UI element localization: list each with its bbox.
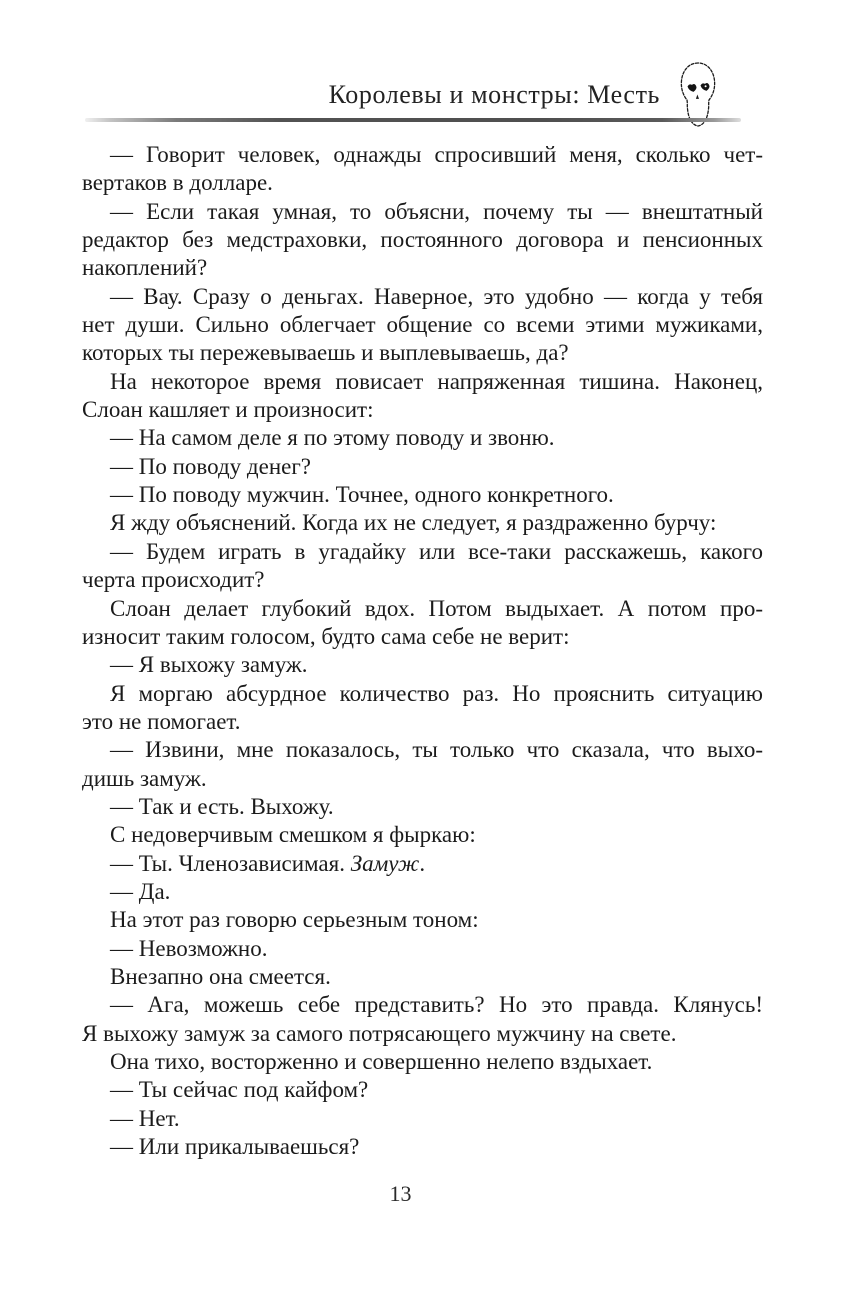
text-line xyxy=(82,878,763,906)
text-segment: Она тихо, восторженно и совершенно нелепо вздыхает. xyxy=(110,1049,653,1074)
text-segment: — Ты сейчас под кайфом? xyxy=(110,1077,369,1103)
text-segment: На некоторое время повисает напряженная тишина. Наконец, xyxy=(110,368,763,394)
text-segment: . xyxy=(419,850,426,876)
text-segment: — Говорит человек, однажды спросивший меня, сколько чет- xyxy=(110,142,763,167)
body-text xyxy=(82,141,763,1161)
text-line xyxy=(82,141,763,169)
text-segment: — Да. xyxy=(110,878,171,904)
text-segment: которых ты пережевываешь и выплевываешь, да? xyxy=(82,340,569,366)
text-segment: — Так и есть. Выхожу. xyxy=(110,793,334,819)
text-segment: — Я выхожу замуж. xyxy=(110,652,308,678)
text-line xyxy=(82,481,763,509)
text-line xyxy=(82,793,763,821)
text-line xyxy=(82,595,763,623)
text-segment: С недоверчивым смешком я фыркаю: xyxy=(110,822,476,848)
text-segment: дишь замуж. xyxy=(82,765,207,791)
text-segment: Слоан делает глубокий вдох. Потом выдыхает. А потом про- xyxy=(110,595,763,621)
text-line xyxy=(82,424,763,452)
italic-text: Замуж xyxy=(350,850,420,876)
text-line xyxy=(82,651,763,679)
text-segment: редактор без медстраховки, постоянного договора и пенсионных xyxy=(82,227,763,253)
text-line xyxy=(82,283,763,311)
text-line xyxy=(82,1133,763,1161)
text-line xyxy=(82,198,763,226)
text-line xyxy=(82,453,763,481)
text-line xyxy=(82,226,763,254)
text-line xyxy=(82,509,763,537)
text-line xyxy=(82,736,763,764)
text-line xyxy=(82,396,763,424)
text-line xyxy=(82,1048,763,1076)
text-line xyxy=(82,821,763,849)
text-line xyxy=(82,1020,763,1048)
text-segment: Слоан кашляет и произносит: xyxy=(82,397,374,423)
text-segment: накоплений? xyxy=(82,255,208,281)
text-line xyxy=(82,169,763,197)
text-segment: Я выхожу замуж за самого потрясающего мужчину на свете. xyxy=(82,1020,677,1046)
running-header-title: Королевы и монстры: Месть xyxy=(328,80,660,109)
text-segment: Внезапно она смеется. xyxy=(110,963,331,989)
text-line xyxy=(82,254,763,282)
text-segment: Я жду объяснений. Когда их не следует, я раздраженно бурчу: xyxy=(110,510,717,536)
text-segment: — Нет. xyxy=(110,1105,180,1131)
text-segment: — Невозможно. xyxy=(110,935,268,961)
text-line xyxy=(82,991,763,1019)
text-line xyxy=(82,765,763,793)
text-line xyxy=(82,850,763,878)
text-segment: вертаков в долларе. xyxy=(82,170,273,196)
text-segment: — По поводу мужчин. Точнее, одного конкретного. xyxy=(110,482,614,508)
text-segment: — Если такая умная, то объясни, почему ты — внештатный xyxy=(110,198,763,224)
text-segment: На этот раз говорю серьезным тоном: xyxy=(110,907,479,933)
text-line xyxy=(82,935,763,963)
header-divider-rule xyxy=(85,118,741,122)
text-segment: нет души. Сильно облегчает общение со всеми этими мужиками, xyxy=(82,312,763,338)
text-line xyxy=(82,538,763,566)
text-segment: Я моргаю абсурдное количество раз. Но прояснить ситуацию xyxy=(110,680,763,706)
text-segment: — Ага, можешь себе представить? Но это правда. Клянусь! xyxy=(110,992,763,1018)
text-segment: это не помогает. xyxy=(82,708,241,734)
text-segment: — Или прикалываешься? xyxy=(110,1134,360,1160)
text-line xyxy=(82,680,763,708)
text-segment: — Будем играть в угадайку или все-таки расскажешь, какого xyxy=(110,538,763,564)
text-segment: — Извини, мне показалось, ты только что сказала, что выхо- xyxy=(110,737,763,763)
text-line xyxy=(82,339,763,367)
text-line xyxy=(82,623,763,651)
text-line xyxy=(82,1076,763,1104)
text-segment: — На самом деле я по этому поводу и звоню. xyxy=(110,425,555,451)
text-line xyxy=(82,963,763,991)
text-segment: износит таким голосом, будто сама себе не верит: xyxy=(82,623,570,649)
text-line xyxy=(82,708,763,736)
text-line xyxy=(82,1105,763,1133)
text-segment: — Вау. Сразу о деньгах. Наверное, это удобно — когда у тебя xyxy=(110,283,763,309)
text-line xyxy=(82,566,763,594)
page-number: 13 xyxy=(389,1181,412,1206)
text-segment: черта происходит? xyxy=(82,567,265,593)
text-line xyxy=(82,368,763,396)
text-segment: — Ты. Членозависимая. xyxy=(110,850,351,876)
text-line xyxy=(82,906,763,934)
text-line xyxy=(82,311,763,339)
text-segment: — По поводу денег? xyxy=(110,453,311,479)
